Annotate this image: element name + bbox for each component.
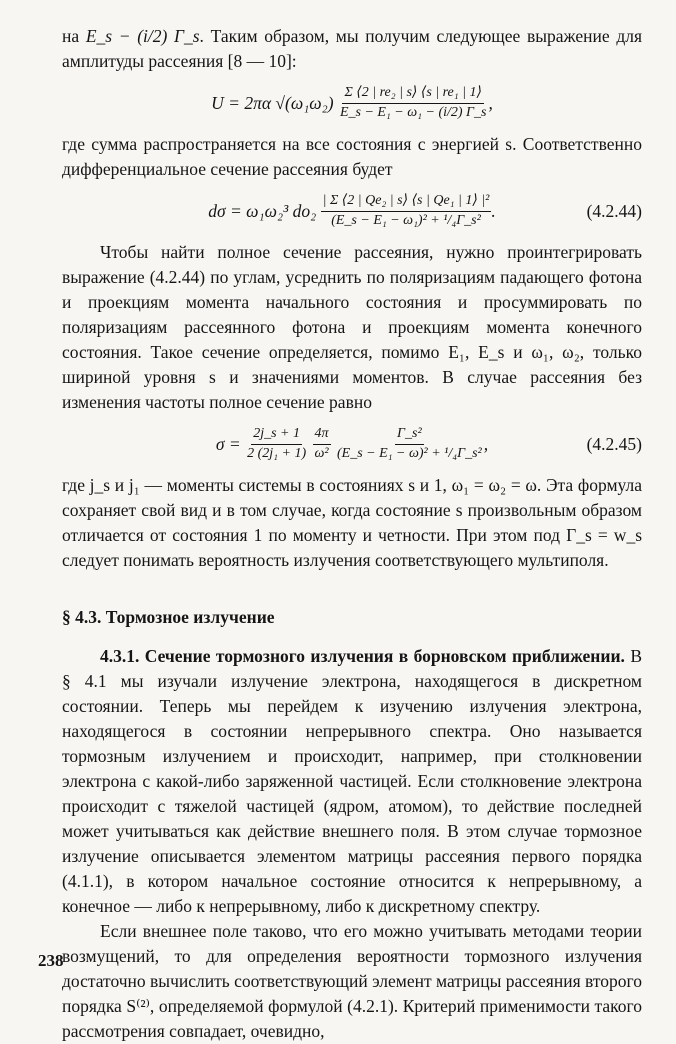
paragraph-6: Если внешнее поле таково, что его можно учитывать методами теории возмущений, то для определения вероятности тормозного излучения достаточно вычислить соответствующий элемент матрицы рассеяния второго порядка S⁽²⁾, определяемой формулой (4.2.1). Критерий применимости такого рассмотрения совпадает, очевидно, <box>62 921 642 1041</box>
p5-text: В § 4.1 мы изучали излучение электрона, находящегося в дискретном состоянии. Теперь мы перейдем к изучению излучения электрона, находящегося в состоянии непрерывного спектра. Оно называется тормозным излучением и происходит, например, при столкновении электрона с какой-либо заряженной частицей. Если столкновение электрона происходит с тяжелой частицей (ядром, атомом), то действие последней может учитываться как действие внешнего поля. В этом случае тормозное излучение описывается элементом матрицы рассеяния первого порядка (4.1.1), в котором начальное состояние относится к непрерывному, а конечное — либо к непрерывному, либо к дискретному спектру. <box>62 646 642 916</box>
dsigma-denominator: (E_s − E₁ − ω₁)² + ¹/₄Γ_s² <box>331 212 481 228</box>
p1-text: . Таким образом, мы получим следующее выражение для амплитуды рассеяния [8 — 10]: <box>62 26 642 71</box>
equation-4-2-45: σ = $\frac{2j\_s + 1}{\text{2 (2j₁ + 1)}}$ $\frac{4\pi}{\text{ω²}}$ $\frac{\text{Γ\_s²}}{\text{(E\_s − E₁ − ω)² + ¹/₄Γ\_s²}}$ , (4.2.45) <box>215 426 642 461</box>
p1-start: на <box>62 26 80 46</box>
page <box>62 24 642 1044</box>
dsigma-fraction <box>321 193 492 228</box>
paragraph-1 <box>62 24 642 74</box>
amp-fraction <box>338 85 489 120</box>
sigma-f2-denominator: ω² <box>314 445 329 461</box>
subsection-title: 4.3.1. Сечение тормозного излучения в борновском приближении. <box>100 646 625 666</box>
sigma-f3-denominator: (E_s − E₁ − ω)² + ¹/₄Γ_s² <box>336 445 482 461</box>
amp-lhs: U = 2πα √(ω₁ω₂) <box>211 92 334 113</box>
inline-formula: E_s − (i/2) Γ_s <box>85 26 200 46</box>
amp-numerator: Σ ⟨2 | re₂ | s⟩ ⟨s | re₁ | 1⟩ <box>342 85 483 103</box>
paragraph-2: где сумма распространяется на все состояния с энергией s. Соответственно дифференциальное сечение рассеяния будет <box>62 134 642 179</box>
equation-4-2-44: dσ = ω₁ω₂³ do₂ $\frac{\text{| Σ ⟨2 | Qe₂ | s⟩ ⟨s | Qe₁ | 1⟩ |²}}{\text{(E\_s − E₁ − ω₁)² + ¹/₄Γ\_s²}}$ . (4.2.44) <box>208 193 642 228</box>
sigma-f3-numerator: Γ_s² <box>395 426 424 444</box>
dsigma-lhs: dσ = ω₁ω₂³ do₂ <box>208 200 317 221</box>
section-heading: § 4.3. Тормозное излучение <box>62 607 275 627</box>
amp-denominator: E_s − E₁ − ω₁ − (i/2) Γ_s <box>339 104 487 120</box>
sigma-fraction-3 <box>335 426 484 461</box>
paragraph-3: Чтобы найти полное сечение рассеяния, нужно проинтегрировать выражение (4.2.44) по углам, усреднить по поляризациям падающего фотона и проекциям момента начального состояния и просуммировать по поляризациям рассеянного фотона и проекциям момента конечного состояния. Такое сечение определяется, помимо E₁, E_s и ω₁, ω₂, только шириной уровня s и значениями моментов. В случае рассеяния без изменения частоты полное сечение равно <box>62 242 642 412</box>
sigma-fraction-2 <box>313 426 331 461</box>
equation-number-4-2-44: (4.2.44) <box>586 200 642 221</box>
paragraph-4: где j_s и j₁ — моменты системы в состояниях s и 1, ω₁ = ω₂ = ω. Эта формула сохраняет свой вид и в том случае, когда состояние s произвольным образом отличается от состояния 1 по моменту и четности. При этом под Γ_s = w_s следует понимать вероятность излучения соответствующего мультиполя. <box>62 475 642 570</box>
sigma-lhs: σ = <box>215 433 241 454</box>
sigma-f2-numerator: 4π <box>313 426 331 444</box>
sigma-f1-denominator: 2 (2j₁ + 1) <box>247 445 307 461</box>
sigma-f1-numerator: 2j_s + 1 <box>251 426 302 444</box>
equation-number-4-2-45: (4.2.45) <box>586 433 642 454</box>
equation-amplitude: U = 2πα √(ω₁ω₂) $\frac{\text{Σ ⟨2 | re₂ | s⟩ ⟨s | re₁ | 1⟩}}{\text{E\_s − E₁ − ω₁ − (i/2) Γ\_s}}$ , <box>211 85 493 120</box>
sigma-fraction-1 <box>245 426 308 461</box>
dsigma-numerator: | Σ ⟨2 | Qe₂ | s⟩ ⟨s | Qe₁ | 1⟩ |² <box>321 193 492 211</box>
paragraph-5 <box>62 644 642 919</box>
page-number: 238 <box>38 951 64 970</box>
